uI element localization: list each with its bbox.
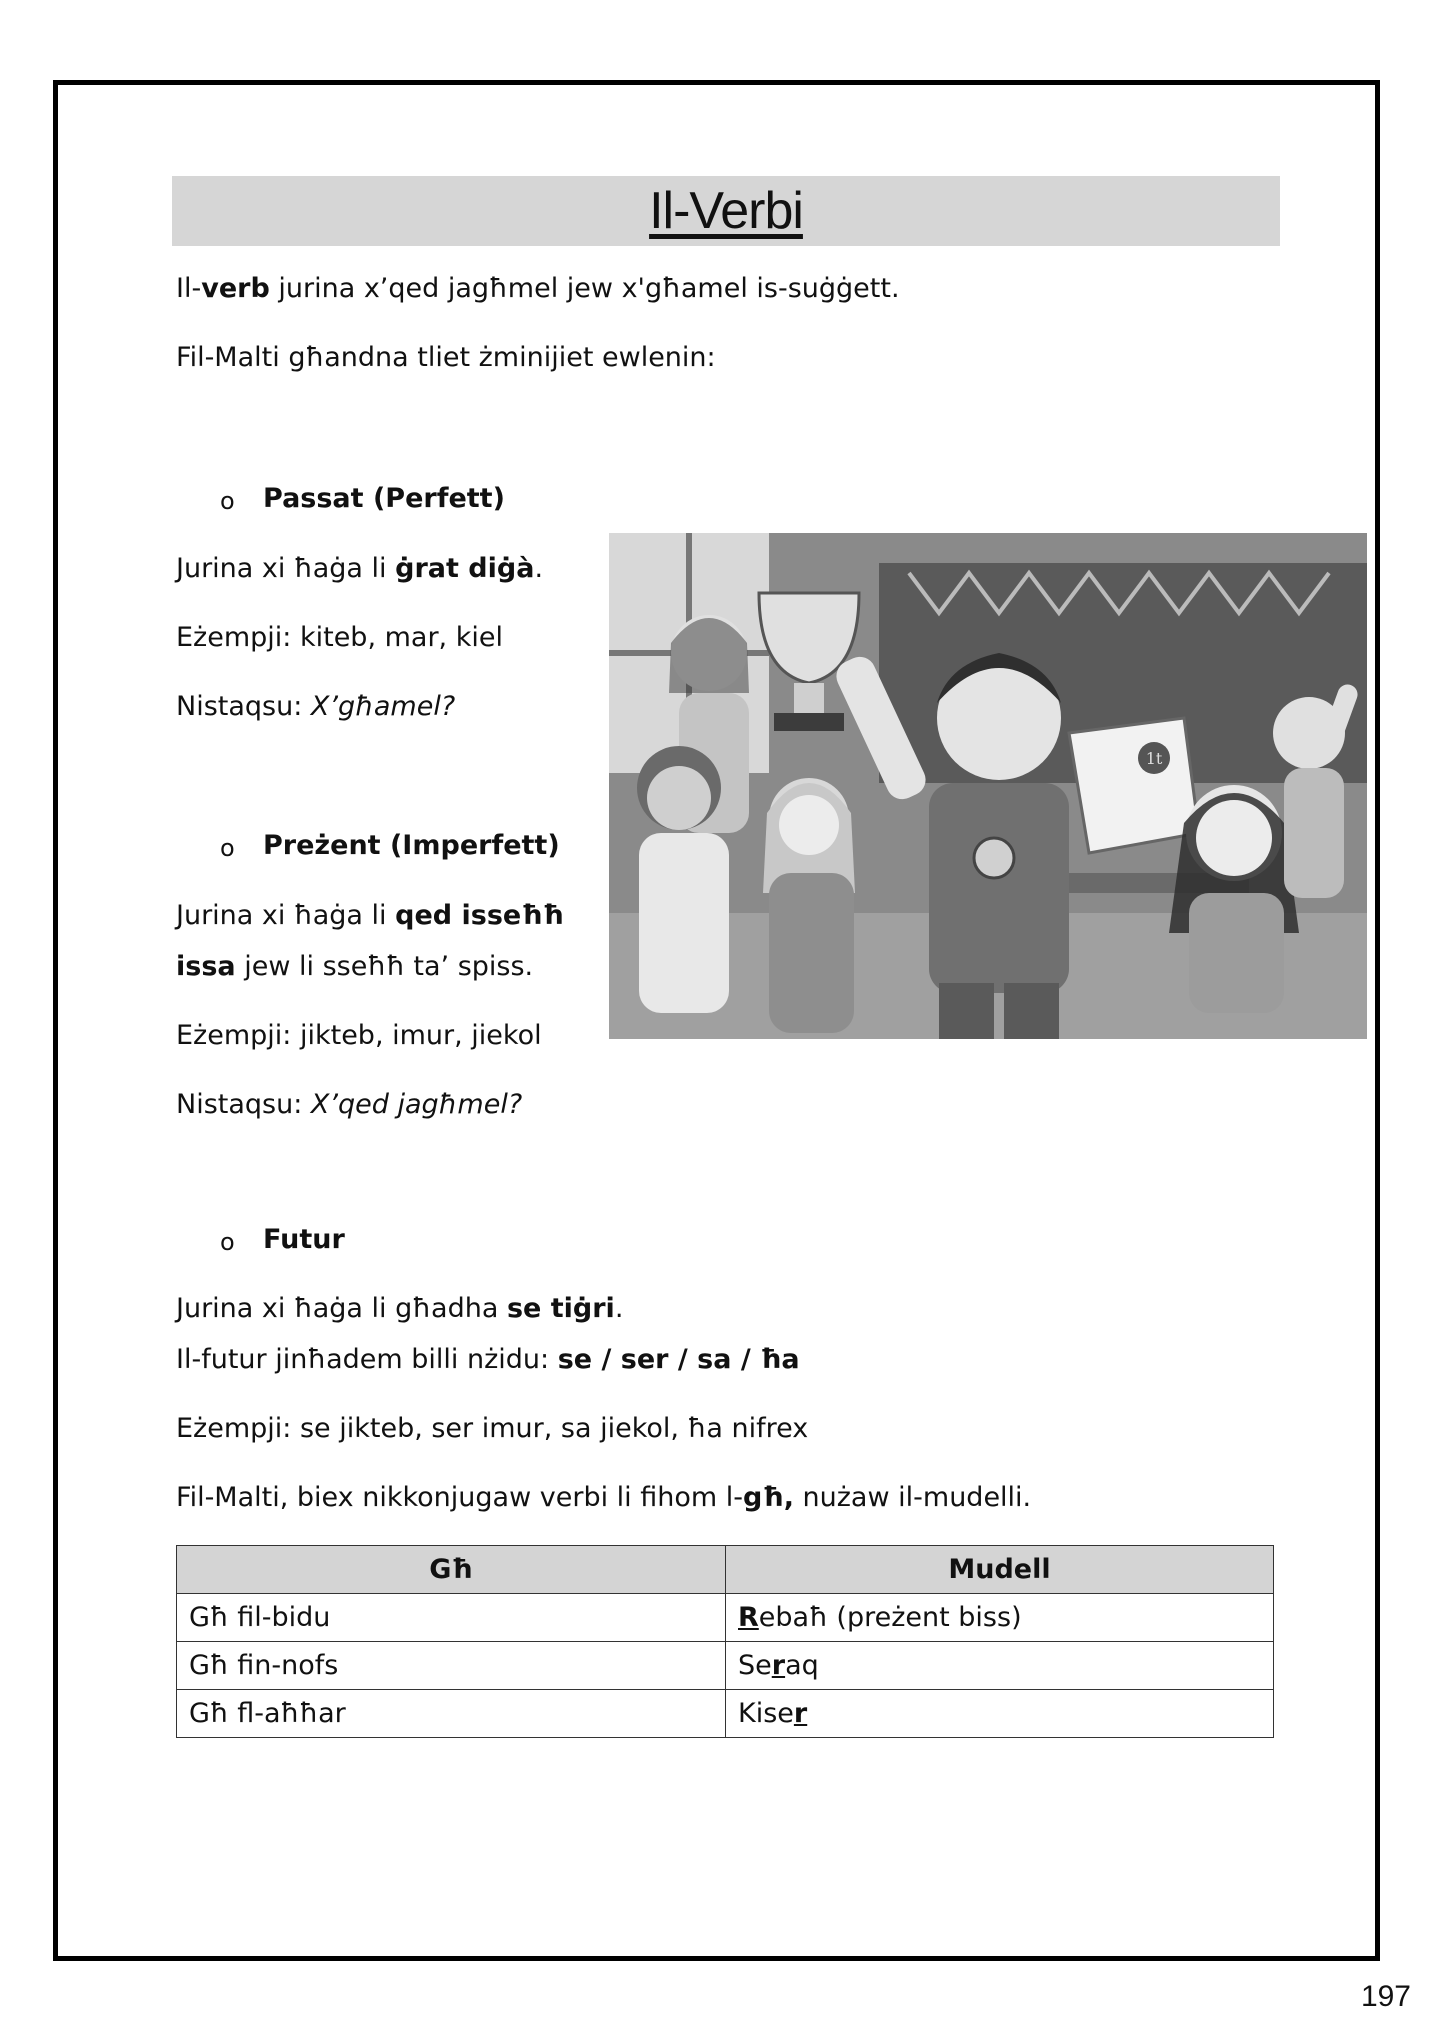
table-header-mudell: Mudell	[726, 1546, 1274, 1594]
page-number: 197	[1360, 1980, 1411, 2013]
ribbon-label: 1t	[1145, 749, 1163, 768]
bullet-futur: o	[220, 1228, 235, 1256]
prezent-question: Nistaqsu: X’qed jagħmel?	[176, 1089, 523, 1120]
intro-definition: Il-verb jurina x’qed jagħmel jew x'għamel is-suġġett.	[176, 273, 900, 304]
bullet-passat: o	[220, 487, 235, 515]
gh-position-cell: Għ fl-aħħar	[177, 1690, 726, 1738]
title-banner	[172, 176, 1280, 246]
model-cell: Rebaħ (preżent biss)	[726, 1594, 1274, 1642]
bullet-prezent: o	[220, 834, 235, 862]
celebration-illustration	[609, 533, 1367, 1039]
prezent-description-line1: Jurina xi ħaġa li qed isseħħ	[176, 900, 564, 931]
futur-rule: Il-futur jinħadem billi nżidu: se / ser / sa / ħa	[176, 1344, 800, 1375]
prezent-description-line2: issa jew li sseħħ ta’ spiss.	[176, 951, 534, 982]
table-row	[177, 1690, 1274, 1738]
passat-examples: Eżempji: kiteb, mar, kiel	[176, 622, 503, 653]
gh-position-cell: Għ fin-nofs	[177, 1642, 726, 1690]
heading-passat: Passat (Perfett)	[263, 483, 505, 514]
gh-note: Fil-Malti, biex nikkonjugaw verbi li fihom l-għ, nużaw il-mudelli.	[176, 1482, 1032, 1513]
heading-futur: Futur	[263, 1224, 345, 1255]
model-cell: Kiser	[726, 1690, 1274, 1738]
table-row	[177, 1642, 1274, 1690]
passat-question: Nistaqsu: X’għamel?	[176, 691, 456, 722]
gh-models-table	[176, 1545, 1274, 1738]
gh-position-cell: Għ fil-bidu	[177, 1594, 726, 1642]
futur-description: Jurina xi ħaġa li għadha se tiġri.	[176, 1293, 624, 1324]
passat-description: Jurina xi ħaġa li ġrat diġà.	[176, 553, 544, 584]
table-header-gh: Għ	[177, 1546, 726, 1594]
page-title: Il-Verbi	[649, 182, 803, 240]
intro-tenses: Fil-Malti għandna tliet żminijiet ewlenin:	[176, 342, 716, 373]
table-header-row	[177, 1546, 1274, 1594]
model-cell: Seraq	[726, 1642, 1274, 1690]
table-row	[177, 1594, 1274, 1642]
heading-prezent: Preżent (Imperfett)	[263, 830, 560, 861]
prezent-examples: Eżempji: jikteb, imur, jiekol	[176, 1020, 542, 1051]
futur-examples: Eżempji: se jikteb, ser imur, sa jiekol, ħa nifrex	[176, 1413, 809, 1444]
